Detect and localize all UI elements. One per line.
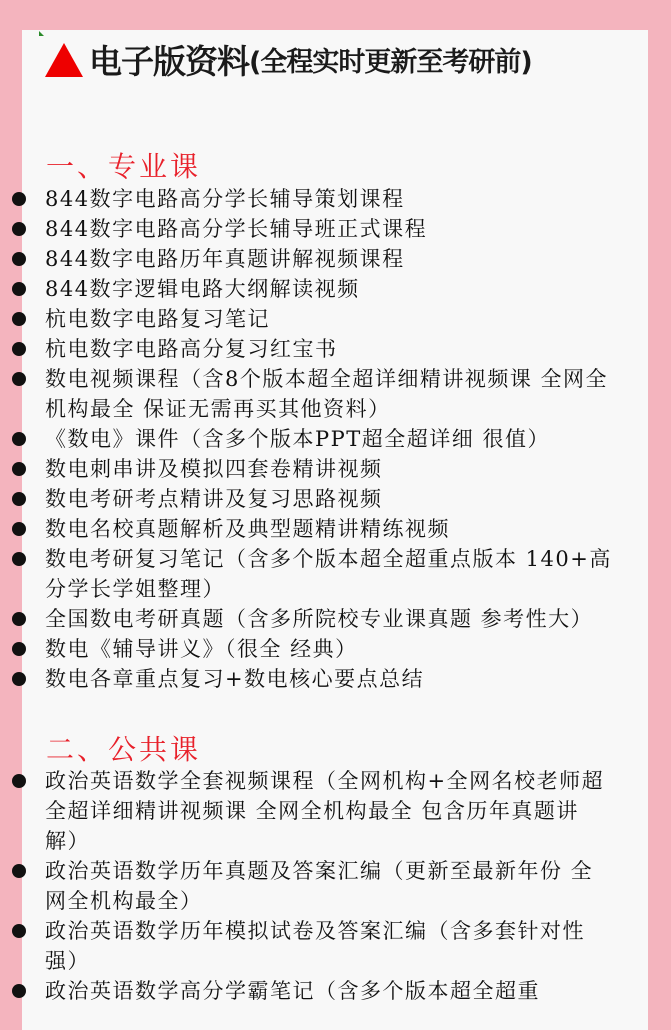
list-item: 数电考研复习笔记（含多个版本超全超重点版本 140+高分学长学姐整理）	[0, 544, 626, 604]
bullet-icon	[12, 342, 26, 356]
public-course-list	[0, 766, 626, 1006]
list-item: 政治英语数学全套视频课程（全网机构+全网名校老师超全超详细精讲视频课 全网全机构最全 包含历年真题讲解）	[0, 766, 626, 856]
bullet-icon	[12, 642, 26, 656]
list-item: 杭电数字电路高分复习红宝书	[0, 334, 626, 364]
section-heading-major: 一、专业课	[46, 150, 202, 183]
bullet-icon	[12, 222, 26, 236]
list-item: 政治英语数学历年模拟试卷及答案汇编（含多套针对性强）	[0, 916, 626, 976]
list-item: 844数字电路历年真题讲解视频课程	[0, 244, 626, 274]
page-title-sub: (全程实时更新至考研前)	[249, 46, 532, 78]
list-item: 844数字电路高分学长辅导策划课程	[0, 184, 626, 214]
list-item: 数电各章重点复习+数电核心要点总结	[0, 664, 626, 694]
triangle-icon	[45, 43, 83, 77]
list-item: 数电视频课程（含8个版本超全超详细精讲视频课 全网全机构最全 保证无需再买其他资料）	[0, 364, 626, 424]
list-item: 《数电》课件（含多个版本PPT超全超详细 很值）	[0, 424, 626, 454]
bullet-icon	[12, 432, 26, 446]
list-item: 数电《辅导讲义》（很全 经典）	[0, 634, 626, 664]
bullet-icon	[12, 462, 26, 476]
bullet-icon	[12, 492, 26, 506]
list-item: 数电刺串讲及模拟四套卷精讲视频	[0, 454, 626, 484]
corner-marker	[39, 31, 44, 36]
bullet-icon	[12, 612, 26, 626]
bullet-icon	[12, 372, 26, 386]
bullet-icon	[12, 522, 26, 536]
page-title-main: 电子版资料	[89, 41, 249, 81]
bullet-icon	[12, 984, 26, 998]
bullet-icon	[12, 864, 26, 878]
bullet-icon	[12, 282, 26, 296]
section-heading-public: 二、公共课	[46, 733, 202, 766]
bullet-icon	[12, 924, 26, 938]
bullet-icon	[12, 312, 26, 326]
list-item: 政治英语数学历年真题及答案汇编（更新至最新年份 全网全机构最全）	[0, 856, 626, 916]
bullet-icon	[12, 252, 26, 266]
list-item: 数电考研考点精讲及复习思路视频	[0, 484, 626, 514]
page-title	[45, 36, 532, 82]
bullet-icon	[12, 774, 26, 788]
list-item: 全国数电考研真题（含多所院校专业课真题 参考性大）	[0, 604, 626, 634]
bullet-icon	[12, 552, 26, 566]
list-item: 数电名校真题解析及典型题精讲精练视频	[0, 514, 626, 544]
list-item: 844数字电路高分学长辅导班正式课程	[0, 214, 626, 244]
bullet-icon	[12, 672, 26, 686]
list-item: 政治英语数学高分学霸笔记（含多个版本超全超重	[0, 976, 626, 1006]
list-item: 杭电数字电路复习笔记	[0, 304, 626, 334]
major-course-list	[0, 184, 626, 694]
bullet-icon	[12, 192, 26, 206]
list-item: 844数字逻辑电路大纲解读视频	[0, 274, 626, 304]
